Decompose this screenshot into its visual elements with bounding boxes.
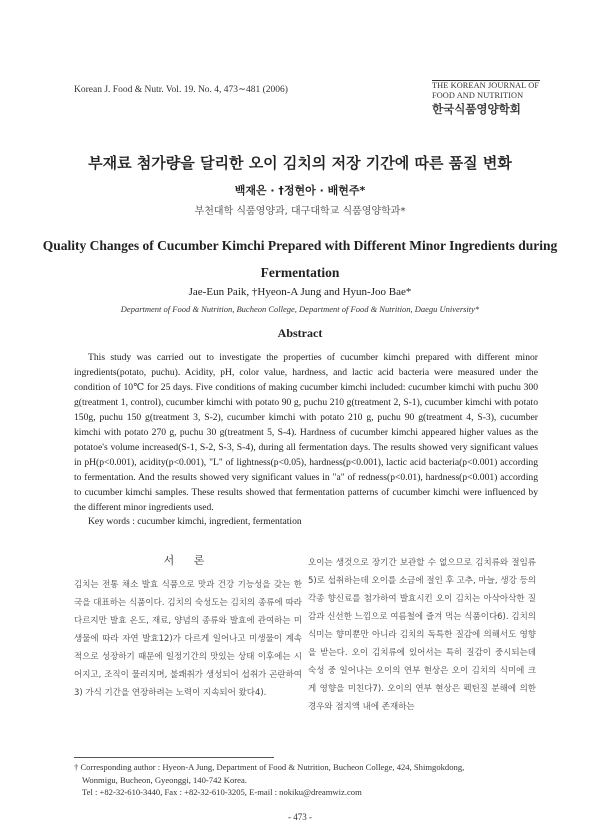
journal-logo-box bbox=[432, 80, 540, 117]
abstract-body: This study was carried out to investigate the properties of cucumber kimchi prepared with different minor ingredients(potato, puchu). Acidity, pH, color value, hardness, and lactic acid bacteria were measured under the condition of 10℃ for 25 days. Five conditions of making cucumber kimchi included: cucumber kimchi with puchu 300 g(treatment 1, control), cucumber kimchi with potato 90 g, puchu 210 g(treatment 2, S-1), cucumber kimchi with potato 150g, puchu 150 g(treatment 3, S-2), cucumber kimchi with potato 210 g, puchu 90 g(treatment 4, S-3), cucumber kimchi with potato 270 g, puchu 30 g(treatment 5, S-4). Hardness of cucumber kimchi appeared higher values as the potatoe's volume increased(S-1, S-2, S-3, S-4), during all fermentation days. The results showed very significant values in pH(p<0.001), acidity(p<0.001), "L" of lightness(p<0.05), hardness(p<0.001), lactic acid bacteria(p<0.001) according to fermentation. And the results showed very significant values in "a" of redness(p<0.01), hardness(p<0.001) according to cucumber kimchi samples. These results showed that fermentation patterns of cucumber kimchi were influenced by the different minor ingredients used. bbox=[74, 352, 538, 513]
footnote-line3: Tel : +82-32-610-3440, Fax : +82-32-610-3205, E-mail : nokiku@dreamwiz.com bbox=[82, 787, 362, 797]
footnote-line2: Wonmigu, Bucheon, Gyeonggi, 140-742 Korea. bbox=[82, 774, 247, 785]
journal-box-line2: FOOD AND NUTRITION bbox=[432, 90, 524, 100]
corresponding-author-footnote bbox=[74, 761, 544, 799]
abstract-heading: Abstract bbox=[277, 326, 323, 340]
keywords: Key words : cucumber kimchi, ingredient, fermentation bbox=[88, 516, 302, 527]
journal-box-line1: THE KOREAN JOURNAL OF bbox=[432, 81, 540, 90]
korean-authors: 백재은 · †정현아 · 배현주* bbox=[234, 184, 366, 197]
english-title: Quality Changes of Cucumber Kimchi Prepared with Different Minor Ingredients during Fermentation bbox=[42, 238, 558, 280]
body-column-right: 오이는 생것으로 장기간 보관할 수 없으므로 김치류와 절임류5)로 섭취하는데 오이를 소금에 절인 후 고추, 마늘, 생강 등의 각종 향신료를 첨가하여 발효시킨 오이 김치는 아삭아삭한 질감과 신선한 느낌으로 여름철에 즐겨 먹는 식품이다6). 김치의 식미는 향미뿐만 아니라 김치의 독특한 질감에 의해서도 영향을 받는다. 오이 김치류에 있어서는 특히 질감이 중시되는데 숙성 중 일어나는 오이의 연부 현상은 오이 김치의 식미에 크게 영향을 미친다7). 오이의 연부 현상은 펙틴질 분해에 의한 경우와 점지액 내에 존재하는 bbox=[308, 558, 536, 712]
korean-affiliation: 부천대학 식품영양과, 대구대학교 식품영양학과* bbox=[194, 206, 406, 217]
journal-reference: Korean J. Food & Nutr. Vol. 19. No. 4, 473∼481 (2006) bbox=[74, 85, 288, 95]
footnote-divider bbox=[74, 757, 274, 758]
section-heading-introduction: 서 론 bbox=[163, 554, 213, 567]
english-affiliation: Department of Food & Nutrition, Bucheon College, Department of Food & Nutrition, Daegu University* bbox=[120, 304, 480, 314]
english-authors: Jae-Eun Paik, †Hyeon-A Jung and Hyun-Joo Bae* bbox=[188, 286, 412, 298]
korean-title: 부재료 첨가량을 달리한 오이 김치의 저장 기간에 따른 품질 변화 bbox=[88, 154, 512, 172]
journal-box-korean: 한국식품영양학회 bbox=[432, 102, 521, 116]
footnote-line1: † Corresponding author : Hyeon-A Jung, Department of Food & Nutrition, Bucheon College, 424, Shimgokdong, bbox=[74, 762, 465, 772]
page-number: - 473 - bbox=[288, 812, 312, 822]
body-column-left: 김치는 전통 채소 발효 식품으로 맛과 건강 기능성을 갖는 한국을 대표하는 식품이다. 김치의 숙성도는 김치의 종류에 따라 다르지만 발효 온도, 재료, 양념의 종류와 발효에 관여하는 미생물에 따라 자연 발효12)가 다르게 일어나고 미생물이 계속적으로 성장하기 때문에 일정기간의 맛있는 상태 이후에는 시어지고, 조직이 물러지며, 불쾌취가 생성되어 섭취가 곤란하여3) 가식 기간을 연장하려는 노력이 지속되어 왔다4). bbox=[74, 580, 302, 698]
